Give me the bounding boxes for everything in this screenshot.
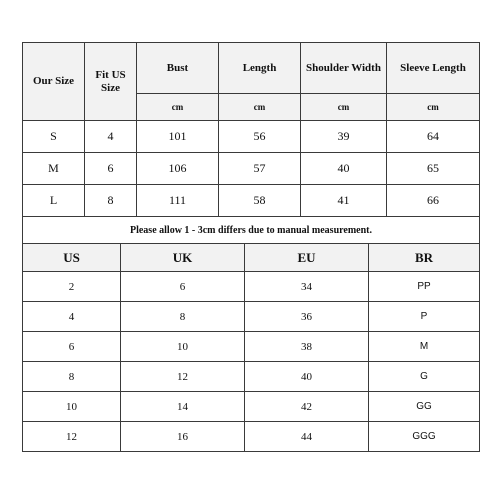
size-conversion-table: [22, 243, 480, 452]
cell-sleeve: 64: [387, 121, 480, 153]
cell-us: 4: [23, 302, 121, 332]
table-row: [23, 392, 480, 422]
cell-br: M: [369, 332, 480, 362]
header-fit-us-size: Fit US Size: [85, 43, 137, 121]
table-row: [23, 121, 480, 153]
measurement-note: Please allow 1 - 3cm differs due to manual measurement.: [23, 217, 480, 244]
cell-us: 10: [23, 392, 121, 422]
cell-size: S: [23, 121, 85, 153]
cell-shoulder: 39: [301, 121, 387, 153]
header-shoulder-width: Shoulder Width: [301, 43, 387, 94]
unit-shoulder: cm: [301, 94, 387, 121]
cell-uk: 12: [121, 362, 245, 392]
header-uk: UK: [121, 244, 245, 272]
table-row: [23, 332, 480, 362]
cell-fit-us: 8: [85, 185, 137, 217]
table-row: [23, 153, 480, 185]
cell-size: M: [23, 153, 85, 185]
cell-shoulder: 41: [301, 185, 387, 217]
cell-us: 8: [23, 362, 121, 392]
cell-eu: 40: [245, 362, 369, 392]
size-chart-table: [22, 42, 480, 244]
cell-uk: 8: [121, 302, 245, 332]
cell-us: 2: [23, 272, 121, 302]
cell-bust: 111: [137, 185, 219, 217]
header-our-size: Our Size: [23, 43, 85, 121]
header-us: US: [23, 244, 121, 272]
header-length: Length: [219, 43, 301, 94]
cell-eu: 34: [245, 272, 369, 302]
cell-sleeve: 65: [387, 153, 480, 185]
table-row: [23, 185, 480, 217]
cell-bust: 106: [137, 153, 219, 185]
cell-eu: 42: [245, 392, 369, 422]
table-row: [23, 422, 480, 452]
cell-uk: 6: [121, 272, 245, 302]
header-br: BR: [369, 244, 480, 272]
table-row: [23, 302, 480, 332]
table-row: [23, 362, 480, 392]
cell-eu: 38: [245, 332, 369, 362]
cell-br: GGG: [369, 422, 480, 452]
cell-uk: 14: [121, 392, 245, 422]
cell-fit-us: 6: [85, 153, 137, 185]
unit-length: cm: [219, 94, 301, 121]
header-eu: EU: [245, 244, 369, 272]
unit-bust: cm: [137, 94, 219, 121]
cell-uk: 10: [121, 332, 245, 362]
cell-length: 58: [219, 185, 301, 217]
unit-sleeve: cm: [387, 94, 480, 121]
cell-br: GG: [369, 392, 480, 422]
cell-sleeve: 66: [387, 185, 480, 217]
cell-size: L: [23, 185, 85, 217]
cell-br: G: [369, 362, 480, 392]
cell-length: 57: [219, 153, 301, 185]
cell-length: 56: [219, 121, 301, 153]
header-bust: Bust: [137, 43, 219, 94]
cell-eu: 44: [245, 422, 369, 452]
cell-br: PP: [369, 272, 480, 302]
cell-us: 6: [23, 332, 121, 362]
cell-shoulder: 40: [301, 153, 387, 185]
cell-br: P: [369, 302, 480, 332]
cell-eu: 36: [245, 302, 369, 332]
table-row: [23, 272, 480, 302]
cell-fit-us: 4: [85, 121, 137, 153]
cell-uk: 16: [121, 422, 245, 452]
cell-us: 12: [23, 422, 121, 452]
cell-bust: 101: [137, 121, 219, 153]
header-sleeve-length: Sleeve Length: [387, 43, 480, 94]
